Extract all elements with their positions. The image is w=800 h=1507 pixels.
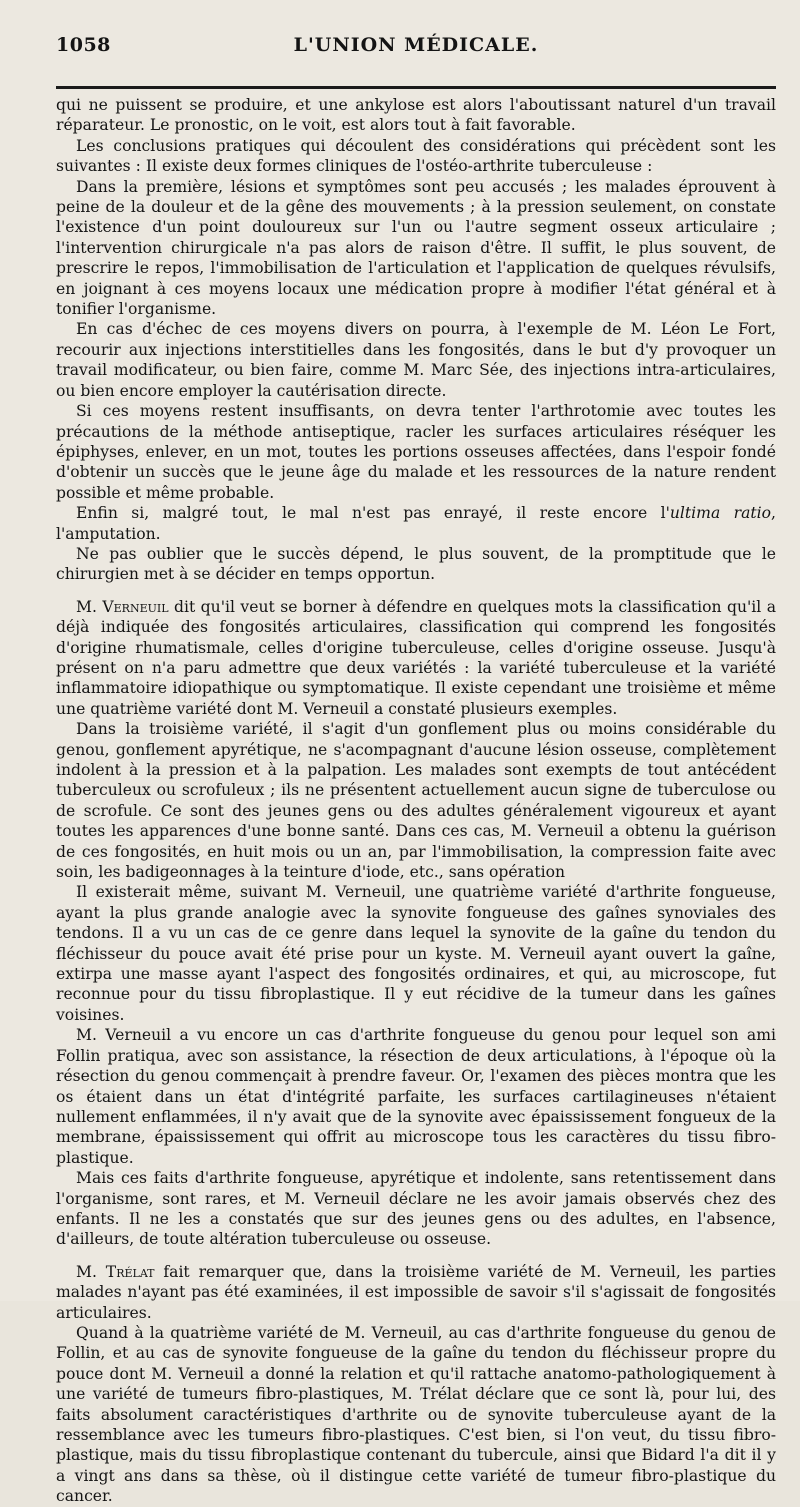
paragraph-text: , l'amputation. xyxy=(56,504,776,543)
paragraph: M. Verneuil a vu encore un cas d'arthrite fongueuse du genou pour lequel son ami Follin pratiqua, avec son assistance, la résection de deux articulations, à l'époque où la résection du genou commençait à prendre faveur. Or, l'examen des pièces montra que les os étaient dans un état d'intégrité parfaite, les surfaces cartilagineuses n'étaient nullement enflammées, il n'y avait que de la synovite avec épaississement fongueux de la membrane, épaississement qui offrit au microscope tous les caractères du tissu fibro-plastique. xyxy=(56,1026,776,1167)
paragraph xyxy=(56,1262,776,1323)
header-rule xyxy=(56,86,776,89)
paragraph-text: dit qu'il veut se borner à défendre en quelques mots la classification qu'il a déjà indiquée des fongosités articulaires, classification qui comprend les fongosités d'origine rhumatismale, celles d'origine tuberculeuse, celles d'origine osseuse. Jusqu'à présent on n'a paru admettre que deux variétés : la variété tuberculeuse et la variété inflammatoire idiopathique ou symptomatique. Il existe cependant une troisième et même une quatrième variété dont M. Verneuil a constaté plusieurs exemples. xyxy=(56,597,776,718)
article-body xyxy=(56,95,776,1507)
paragraph: Il existerait même, suivant M. Verneuil, une quatrième variété d'arthrite fongueuse, ayant la plus grande analogie avec la synovite fongueuse des gaînes synoviales des tendons. Il a vu un cas de ce genre dans lequel la synovite de la gaîne du tendon du fléchisseur du pouce avait été prise pour un kyste. M. Verneuil ayant ouvert la gaîne, extirpa une masse ayant l'aspect des fongosités ordinaires, et qui, au microscope, fut reconnue pour du tissu fibroplastique. Il y eut récidive de la tumeur dans les gaînes voisines. xyxy=(56,883,776,1024)
page-header xyxy=(56,24,776,64)
paragraph: Ne pas oublier que le succès dépend, le plus souvent, de la promptitude que le chirurgien met à se décider en temps opportun. xyxy=(56,544,776,584)
speaker-name: M. Trélat xyxy=(76,1262,155,1281)
paragraph: En cas d'échec de ces moyens divers on pourra, à l'exemple de M. Léon Le Fort, recourir aux injections interstitielles dans les fongosités, dans le but d'y provoquer un travail modificateur, ou bien faire, comme M. Marc Sée, des injections intra-articulaires, ou bien encore employer la cautérisation directe. xyxy=(56,320,776,400)
paragraph: Mais ces faits d'arthrite fongueuse, apyrétique et indolente, sans retentissement dans l'organisme, sont rares, et M. Verneuil déclare ne les avoir jamais observés chez des enfants. Il ne les a constatés que sur des jeunes gens ou des adultes, en l'absence, d'ailleurs, de toute altération tuberculeuse ou osseuse. xyxy=(56,1169,776,1249)
paragraph: Dans la première, lésions et symptômes sont peu accusés ; les malades éprouvent à peine de la douleur et de la gêne des mouvements ; à la pression seulement, on constate l'existence d'un point douloureux sur l'un ou l'autre segment osseux articulaire ; l'intervention chirurgicale n'a pas alors de raison d'être. Il suffit, le plus souvent, de prescrire le repos, l'immobilisation de l'articulation et l'application de quelques révulsifs, en joignant à ces moyens locaux une médication propre à modifier l'état général et à tonifier l'organisme. xyxy=(56,177,776,319)
running-title: L'UNION MÉDICALE. xyxy=(293,34,539,56)
paragraph: Dans la troisième variété, il s'agit d'un gonflement plus ou moins considérable du genou, gonflement apyrétique, ne s'acompagnant d'aucune lésion osseuse, complètement indolent à la pression et à la palpation. Les malades sont exempts de tout antécédent tuberculeux ou scrofuleux ; ils ne présentent actuellement aucun signe de tuberculose ou de scrofule. Ce sont des jeunes gens ou des adultes généralement vigoureux et ayant toutes les apparences d'une bonne santé. Dans ces cas, M. Verneuil a obtenu la guérison de ces fongosités, en huit mois ou un an, par l'immobilisation, la compression faite avec soin, les badigeonnages à la teinture d'iode, etc., sans opération xyxy=(56,720,776,882)
page-number: 1058 xyxy=(56,34,111,56)
paragraph: Les conclusions pratiques qui découlent des considérations qui précèdent sont les suivantes : Il existe deux formes cliniques de l'ostéo-arthrite tuberculeuse : xyxy=(56,136,776,176)
paragraph: Si ces moyens restent insuffisants, on devra tenter l'arthrotomie avec toutes les précautions de la méthode antiseptique, racler les surfaces articulaires réséquer les épiphyses, enlever, en un mot, toutes les portions osseuses affectées, dans l'espoir fondé d'obtenir un succès que le jeune âge du malade et les ressources de la nature rendent possible et même probable. xyxy=(56,402,776,502)
speaker-name: M. Verneuil xyxy=(76,597,169,616)
paragraph-text: Enfin si, malgré tout, le mal n'est pas enrayé, il reste encore l' xyxy=(76,504,670,523)
paragraph: qui ne puissent se produire, et une ankylose est alors l'aboutissant naturel d'un travail réparateur. Le pronostic, on le voit, est alors tout à fait favorable. xyxy=(56,96,776,135)
paragraph xyxy=(56,597,776,719)
paragraph: Quand à la quatrième variété de M. Verneuil, au cas d'arthrite fongueuse du genou de Follin, et au cas de synovite fongueuse de la gaîne du tendon du fléchisseur propre du pouce dont M. Verneuil a donné la relation et qu'il rattache anatomo-pathologiquement à une variété de tumeurs fibro-plastiques, M. Trélat déclare que ce sont là, pour lui, des faits absolument caractéristiques d'arthrite ou de synovite tuberculeuse ayant de la ressemblance avec les tumeurs fibro-plastiques. C'est bien, si l'on veut, du tissu fibro-plastique, mais du tissu fibroplastique contenant du tubercule, ainsi que Bidard l'a dit il y a vingt ans dans sa thèse, où il distingue cette variété de tumeur fibro-plastique du cancer. xyxy=(56,1323,776,1506)
paragraph xyxy=(56,503,776,544)
paragraph-text: fait remarquer que, dans la troisième variété de M. Verneuil, les parties malades n'ayant pas été examinées, il est impossible de savoir s'il s'agissait de fongosités articulaires. xyxy=(56,1262,776,1322)
italic-phrase: ultima ratio xyxy=(669,504,772,523)
